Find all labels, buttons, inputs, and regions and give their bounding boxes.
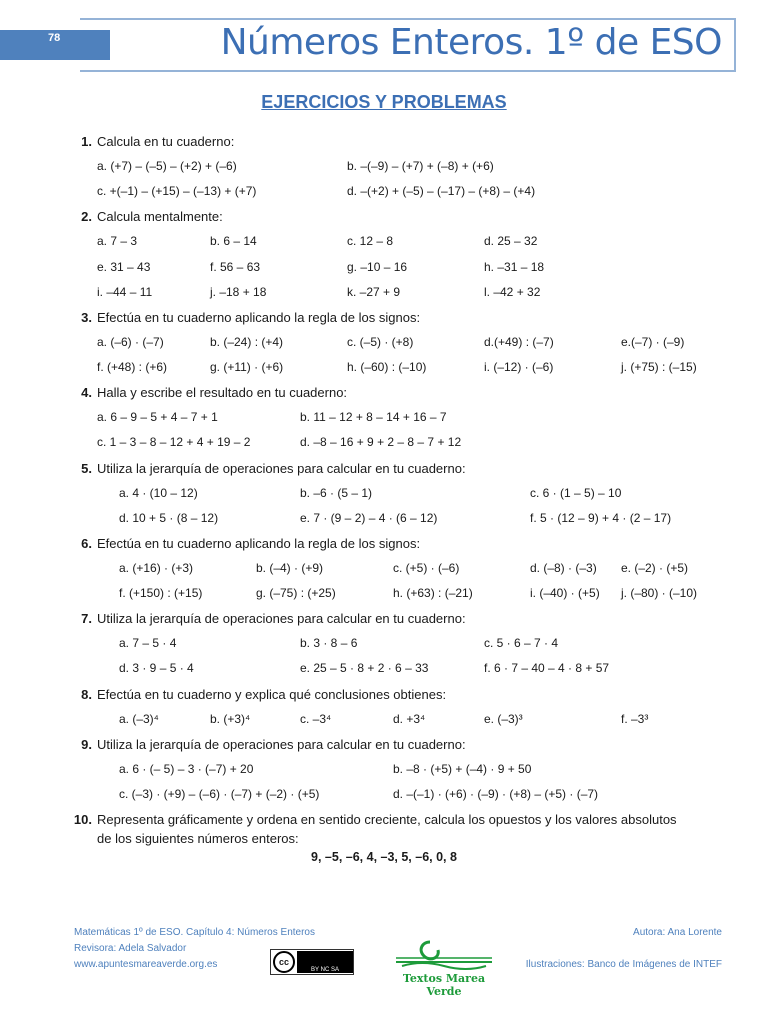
exercise-item: d. –(–1) · (+6) · (–9) · (+8) – (+5) · (–7) bbox=[393, 787, 599, 801]
exercise-item: c. (–3) · (+9) – (–6) · (–7) + (–2) · (+5) bbox=[119, 787, 320, 801]
exercise-item: e. (–3)³ bbox=[484, 712, 523, 726]
exercise-item: b. –(–9) – (+7) + (–8) + (+6) bbox=[347, 159, 494, 173]
exercise-item: l. –42 + 32 bbox=[484, 285, 541, 299]
exercise-statement: Calcula mentalmente: bbox=[97, 209, 223, 224]
footer-illustrations: Ilustraciones: Banco de Imágenes de INTEF bbox=[525, 959, 722, 970]
exercise-item: h. (+63) : (–21) bbox=[393, 586, 473, 600]
exercise-item: g. –10 – 16 bbox=[347, 260, 408, 274]
exercise-item: b. (+3)⁴ bbox=[210, 712, 251, 726]
exercise-item: c. (–5) · (+8) bbox=[347, 335, 414, 349]
exercise-item: b. 3 · 8 – 6 bbox=[300, 636, 358, 650]
exercise-number: 1. bbox=[81, 134, 92, 149]
exercise-item: c. 6 · (1 – 5) – 10 bbox=[530, 486, 622, 500]
exercise-statement: Utiliza la jerarquía de operaciones para calcular en tu cuaderno: bbox=[97, 737, 466, 752]
exercise-item: f. (+48) : (+6) bbox=[97, 360, 168, 374]
exercise-item: d. (–8) · (–3) bbox=[530, 561, 597, 575]
exercise-item: d. –(+2) + (–5) – (–17) – (+8) – (+4) bbox=[347, 184, 536, 198]
exercise-item: a. (–6) · (–7) bbox=[97, 335, 164, 349]
exercise-item: b. (–24) : (+4) bbox=[210, 335, 284, 349]
exercise-item: b. (–4) · (+9) bbox=[256, 561, 324, 575]
exercise-item: i. –44 – 11 bbox=[97, 285, 153, 299]
exercise-item: a. (+16) · (+3) bbox=[119, 561, 194, 575]
exercise-number: 4. bbox=[81, 385, 92, 400]
exercise-item: c. 5 · 6 – 7 · 4 bbox=[484, 636, 559, 650]
exercise-item: d. 25 – 32 bbox=[484, 234, 538, 248]
exercise-item: d. +3⁴ bbox=[393, 712, 426, 726]
exercise-item: c. 12 – 8 bbox=[347, 234, 394, 248]
exercise-item: c. 1 – 3 – 8 – 12 + 4 + 19 – 2 bbox=[97, 435, 251, 449]
creative-commons-license-badge bbox=[270, 949, 354, 975]
exercise-item: a. 4 · (10 – 12) bbox=[119, 486, 198, 500]
exercise-item: b. 11 – 12 + 8 – 14 + 16 – 7 bbox=[300, 410, 447, 424]
section-heading: EJERCICIOS Y PROBLEMAS bbox=[261, 92, 507, 112]
exercise-item: b. 6 – 14 bbox=[210, 234, 257, 248]
exercise-statement: Representa gráficamente y ordena en sentido creciente, calcula los opuestos y los valores absolutos bbox=[97, 812, 677, 827]
exercise-item: f. –3³ bbox=[621, 712, 649, 726]
exercise-item: a. (–3)⁴ bbox=[119, 712, 159, 726]
exercise-item: f. 56 – 63 bbox=[210, 260, 261, 274]
exercise-item: h. (–60) : (–10) bbox=[347, 360, 427, 374]
exercise-number: 9. bbox=[81, 737, 92, 752]
exercise-number: 5. bbox=[81, 461, 92, 476]
exercise-item: g. (–75) : (+25) bbox=[256, 586, 336, 600]
footer-website[interactable]: www.apuntesmareaverde.org.es bbox=[74, 959, 218, 970]
exercise-item: c. –3⁴ bbox=[300, 712, 332, 726]
marea-verde-logo-text: Textos Marea Verde bbox=[402, 972, 486, 998]
exercise-statement: Calcula en tu cuaderno: bbox=[97, 134, 235, 149]
exercise-item: e. 25 – 5 · 8 + 2 · 6 – 33 bbox=[300, 661, 429, 675]
exercise-number: 6. bbox=[81, 536, 92, 551]
exercise-item: h. –31 – 18 bbox=[484, 260, 545, 274]
exercise-item: b. –8 · (+5) + (–4) · 9 + 50 bbox=[393, 762, 532, 776]
exercise-item: c. (+5) · (–6) bbox=[393, 561, 460, 575]
exercise-item: f. 6 · 7 – 40 – 4 · 8 + 57 bbox=[484, 661, 610, 675]
exercise-item: k. –27 + 9 bbox=[347, 285, 401, 299]
license-terms-icon: BY NC SA bbox=[297, 951, 353, 973]
exercise-item: g. (+11) · (+6) bbox=[210, 360, 284, 374]
exercise-item: i. (–12) · (–6) bbox=[484, 360, 554, 374]
exercise-number: 8. bbox=[81, 687, 92, 702]
exercise-item: e. 31 – 43 bbox=[97, 260, 151, 274]
exercise-item: b. –6 · (5 – 1) bbox=[300, 486, 373, 500]
exercise-item: a. (+7) – (–5) – (+2) + (–6) bbox=[97, 159, 237, 173]
exercise-statement: Utiliza la jerarquía de operaciones para calcular en tu cuaderno: bbox=[97, 461, 466, 476]
footer-reviewer: Revisora: Adela Salvador bbox=[74, 943, 187, 954]
exercise-number: 3. bbox=[81, 310, 92, 325]
page-title: Números Enteros. 1º de ESO bbox=[220, 22, 722, 63]
exercise-item: f. 5 · (12 – 9) + 4 · (2 – 17) bbox=[530, 511, 672, 525]
exercise-statement: Utiliza la jerarquía de operaciones para calcular en tu cuaderno: bbox=[97, 611, 466, 626]
footer-course: Matemáticas 1º de ESO. Capítulo 4: Números Enteros bbox=[74, 927, 315, 938]
exercise-item: a. 7 – 5 · 4 bbox=[119, 636, 177, 650]
exercise-item: d. 10 + 5 · (8 – 12) bbox=[119, 511, 219, 525]
exercise-item: c. +(–1) – (+15) – (–13) + (+7) bbox=[97, 184, 257, 198]
footer-author: Autora: Ana Lorente bbox=[633, 927, 722, 938]
exercise-item: d. 3 · 9 – 5 · 4 bbox=[119, 661, 194, 675]
exercise-number: 7. bbox=[81, 611, 92, 626]
exercise-item: j. (–80) · (–10) bbox=[621, 586, 698, 600]
exercise-item: j. (+75) : (–15) bbox=[621, 360, 697, 374]
exercise-statement: Efectúa en tu cuaderno y explica qué conclusiones obtienes: bbox=[97, 687, 447, 702]
exercise-item: e. 7 · (9 – 2) – 4 · (6 – 12) bbox=[300, 511, 438, 525]
cc-icon: cc bbox=[273, 951, 295, 973]
exercise-item: a. 7 – 3 bbox=[97, 234, 138, 248]
exercise-item: f. (+150) : (+15) bbox=[119, 586, 203, 600]
exercise-statement: Efectúa en tu cuaderno aplicando la regla de los signos: bbox=[97, 310, 421, 325]
exercise-number: 2. bbox=[81, 209, 92, 224]
exercise-item: d. –8 – 16 + 9 + 2 – 8 – 7 + 12 bbox=[300, 435, 462, 449]
exercise-item: i. (–40) · (+5) bbox=[530, 586, 600, 600]
exercise-statement-continued: de los siguientes números enteros: bbox=[97, 831, 299, 846]
exercise-item: e. (–2) · (+5) bbox=[621, 561, 689, 575]
exercise-item: d.(+49) : (–7) bbox=[484, 335, 554, 349]
integer-list: 9, –5, –6, 4, –3, 5, –6, 0, 8 bbox=[311, 850, 457, 864]
exercise-item: j. –18 + 18 bbox=[210, 285, 267, 299]
exercise-item: a. 6 – 9 – 5 + 4 – 7 + 1 bbox=[97, 410, 218, 424]
exercise-item: e.(–7) · (–9) bbox=[621, 335, 685, 349]
exercise-number: 10. bbox=[73, 812, 92, 827]
page-number: 78 bbox=[48, 32, 61, 44]
exercise-item: a. 6 · (– 5) – 3 · (–7) + 20 bbox=[119, 762, 254, 776]
exercise-statement: Halla y escribe el resultado en tu cuaderno: bbox=[97, 385, 348, 400]
exercise-statement: Efectúa en tu cuaderno aplicando la regla de los signos: bbox=[97, 536, 421, 551]
